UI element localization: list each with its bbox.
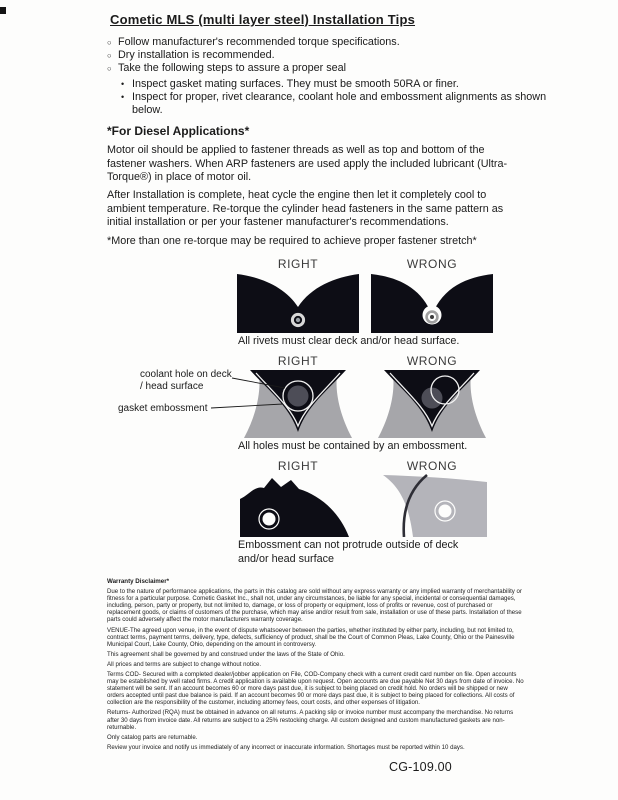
callout-gasket-embossment: gasket embossment — [118, 403, 208, 415]
embossment-right-diagram-icon — [237, 473, 359, 537]
tip-text: Take the following steps to assure a proper seal — [118, 62, 347, 75]
warranty-paragraph: Due to the nature of performance applications, the parts in this catalog are sold without any express warranty or any implied warranty of merchantability or fitness for a particular purpose. Cometic Gasket Inc., shall not, under any circumstances, be liable for any special, incidental or consequential damages, including, person, party or property, but not limited to, damage, or loss of property or equipment, loss of profits or revenue, cost of purchased or replacement goods, or claims of customers of the purchase, which may arise and/or result from sale, installation or use of these parts. Installation of these parts could adversely affect the motor manufacturers warranty coverage. — [107, 588, 522, 624]
circle-bullet-icon: ○ — [107, 64, 112, 74]
figure3-panels — [237, 473, 493, 537]
figure3-caption: Embossment can not protrude outside of deck and/or head surface — [238, 539, 459, 565]
warranty-paragraph: Returns- Authorized (RQA) must be obtained in advance on all returns. A packing slip or invoice number must accompany the merchandise. No returns after 30 days from invoice date. All returns are subject to a 25% restocking charge. All custom designed and custom manufactured gaskets are non-returnable. — [107, 709, 514, 731]
tip-item — [107, 62, 578, 75]
figure1-wrong-label: WRONG — [406, 257, 458, 272]
figure1-right-label: RIGHT — [277, 257, 319, 272]
circle-bullet-icon: ○ — [107, 51, 112, 61]
warranty-paragraph: VENUE-The agreed upon venue, in the event of dispute whatsoever between the parties, whether instituted by either party, including, but not limited to, contract terms, payment terms, delivery, type, defects, sufficiency of product, shall be the Court of Common Pleas, Lake County, Ohio or the Painesville Municipal Court, Lake County, Ohio, depending on the amount in controversy. — [107, 626, 515, 648]
warranty-paragraph: Only catalog parts are returnable. — [107, 733, 198, 741]
figure1-panels — [237, 271, 493, 333]
diesel-paragraph-1: Motor oil should be applied to fastener threads as well as top and bottom of the fastener washers. When ARP fasteners are used apply the included lubricant (Ultra-Torque®) in place of motor oil. — [107, 144, 508, 184]
figure3-wrong-label: WRONG — [406, 459, 458, 474]
figure2-panels — [237, 368, 493, 438]
dot-bullet-icon: • — [121, 78, 125, 89]
figure1-labels — [237, 257, 493, 271]
warranty-section — [107, 578, 525, 751]
warranty-paragraph: Review your invoice and notify us immediately of any incorrect or inaccurate information. Shortages must be reported within 10 days. — [107, 743, 465, 751]
callout-coolant-hole: coolant hole on deck / head surface — [140, 369, 232, 392]
doc-code: CG-109.00 — [389, 760, 452, 774]
figure2-wrong-label: WRONG — [406, 354, 458, 369]
rivet-right-diagram-icon — [237, 271, 359, 333]
tip-subtext: Inspect for proper, rivet clearance, coolant hole and embossment alignments as shown below. — [132, 90, 547, 117]
figure2-caption: All holes must be contained by an embossment. — [238, 440, 468, 453]
tip-text: Follow manufacturer's recommended torque specifications. — [118, 36, 400, 48]
edge-mark — [0, 7, 6, 14]
warranty-paragraph: All prices and terms are subject to change without notice. — [107, 660, 262, 668]
tip-subitem — [121, 91, 578, 117]
dot-bullet-icon: • — [121, 91, 125, 102]
figures-block — [118, 257, 493, 566]
warranty-paragraph: This agreement shall be governed by and construed under the laws of the State of Ohio. — [107, 650, 345, 658]
coolant-hole-right-diagram-icon — [237, 368, 359, 438]
tip-subitem — [121, 78, 578, 91]
tip-subtext: Inspect gasket mating surfaces. They must be smooth 50RA or finer. — [132, 77, 459, 90]
tip-item — [107, 36, 578, 49]
diesel-heading: *For Diesel Applications* — [107, 124, 250, 139]
circle-bullet-icon: ○ — [107, 38, 112, 47]
figure3-right-label: RIGHT — [277, 459, 319, 474]
diesel-paragraph-2: After Installation is complete, heat cycle the engine then let it completely cool to ambient temperature. Re-torque the cylinder head fasteners in the same pattern as initial installation or per your fastener manufacturer's recommendations. — [107, 189, 504, 229]
coolant-hole-wrong-diagram-icon — [371, 368, 493, 438]
retorque-note: *More than one re-torque may be required to achieve proper fastener stretch* — [107, 234, 477, 247]
warranty-heading: Warranty Disclaimer* — [107, 577, 170, 585]
warranty-paragraph: Terms COD- Secured with a completed dealer/jobber application on File, COD-Company check with a current credit card number on file. Open accounts may be established by well rated firms. A credit application is available upon request. Open accounts are due payable Net 30 days from date of invoice. No statement will be sent. If an account becomes 60 or more days past due, it is subject to being placed on credit hold. No orders will be shipped or new orders accepted until past due balance is paid. If an account becomes 90 or more days past due, it is subject to being placed for collections. All costs of collection are the responsibility of the customer, including attorney fees, court costs, and other expenses of litigation. — [107, 671, 524, 707]
tips-sublist — [121, 78, 578, 118]
embossment-wrong-diagram-icon — [371, 473, 493, 537]
page-title: Cometic MLS (multi layer steel) Installation Tips — [110, 12, 416, 27]
tip-text: Dry installation is recommended. — [118, 49, 275, 62]
figure1-caption: All rivets must clear deck and/or head surface. — [238, 335, 460, 348]
rivet-wrong-diagram-icon — [371, 271, 493, 333]
tip-item — [107, 49, 578, 62]
figure2-labels — [237, 354, 493, 368]
figure3-labels — [237, 459, 493, 473]
figure2-right-label: RIGHT — [277, 354, 319, 369]
figure2-wrap — [118, 354, 493, 438]
tips-list — [107, 36, 578, 76]
